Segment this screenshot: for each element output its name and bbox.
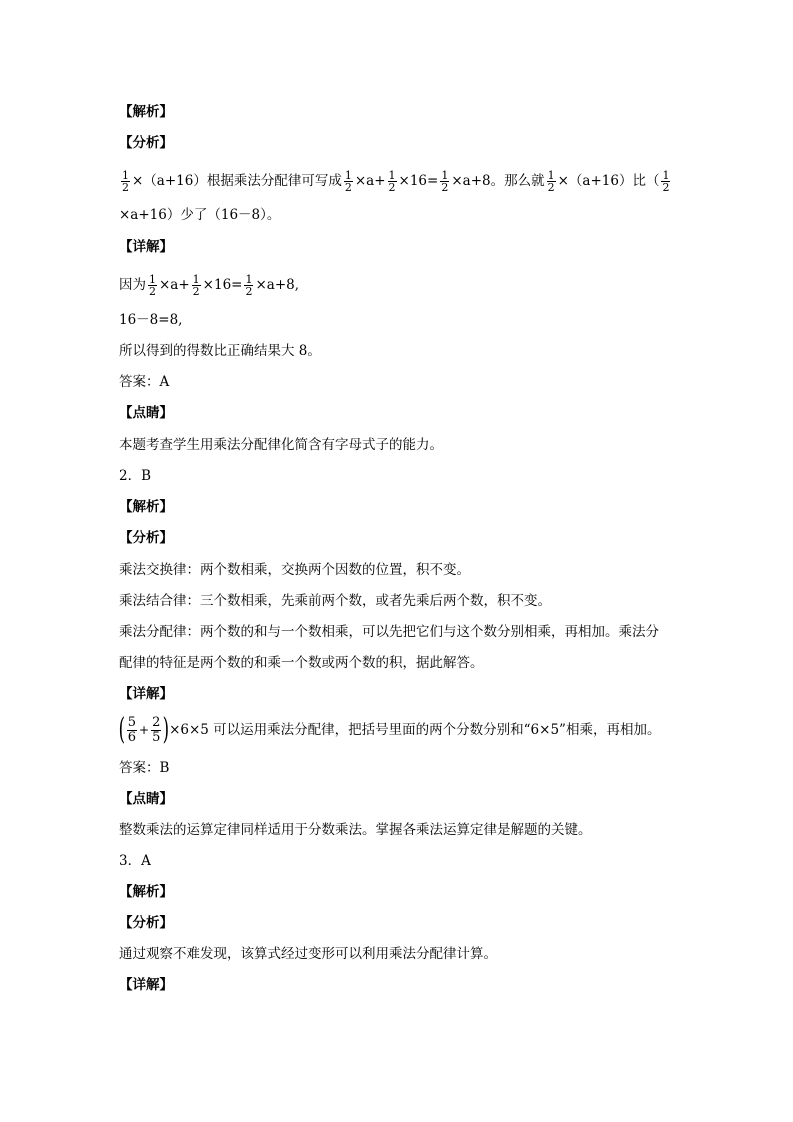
fenxi-line-2: 乘法结合律：三个数相乘，先乘前两个数，或者先乘后两个数，积不变。 <box>119 593 551 609</box>
parenthesized-sum <box>118 712 170 747</box>
fenxi-text: ×16= <box>398 173 439 189</box>
fraction-half: $\frac{1}{2}$ <box>192 272 200 298</box>
fenxi-line-1 <box>119 166 753 196</box>
xiangjie-text: ×a+8, <box>255 277 300 293</box>
heading-dianjing: 【点睛】 <box>119 405 173 421</box>
xiangjie-text: ×6×5 可以运用乘法分配律，把括号里面的两个分数分别和“6×5”相乘，再相加。 <box>169 722 661 738</box>
fenxi-text: ×a+8。那么就 <box>451 173 545 189</box>
problem-2-number: 2．B <box>119 468 152 484</box>
problem-3-number: 3．A <box>119 853 151 869</box>
heading-fenxi: 【分析】 <box>119 135 173 151</box>
fenxi-line-3: 乘法分配律：两个数的和与一个数相乘，可以先把它们与这个数分别相乘，再相加。乘法分 <box>119 624 659 640</box>
fenxi-line-1: 通过观察不难发现，该算式经过变形可以利用乘法分配律计算。 <box>119 946 497 962</box>
heading-xiangjie: 【详解】 <box>119 977 173 993</box>
xiangjie-line-3: 所以得到的得数比正确结果大 8。 <box>119 343 321 359</box>
plus-sign: + <box>139 723 150 737</box>
fenxi-line-4: 配律的特征是两个数的和乘一个数或两个数的积，据此解答。 <box>119 655 484 671</box>
xiangjie-text: ×16= <box>202 277 243 293</box>
dianjing-text-1: 本题考查学生用乘法分配律化简含有字母式子的能力。 <box>119 437 443 453</box>
left-paren: ( <box>118 712 126 747</box>
right-paren: ) <box>162 712 170 747</box>
heading-fenxi: 【分析】 <box>119 915 173 931</box>
xiangjie-line-1 <box>119 270 753 300</box>
answer-1: 答案：A <box>119 374 170 390</box>
fenxi-text: ×（a+16）根据乘法分配律可写成 <box>132 173 342 189</box>
heading-xiangjie: 【详解】 <box>119 239 173 255</box>
fraction-half: $\frac{1}{2}$ <box>388 168 396 194</box>
heading-dianjing: 【点睛】 <box>119 791 173 807</box>
xiangjie-text: 因为 <box>119 277 146 293</box>
fraction-half: $\frac{1}{2}$ <box>662 168 670 194</box>
dianjing-text-2: 整数乘法的运算定律同样适用于分数乘法。掌握各乘法运算定律是解题的关键。 <box>119 822 592 838</box>
heading-jiexi: 【解析】 <box>119 884 173 900</box>
fenxi-text: ×（a+16）比（ <box>557 173 660 189</box>
fraction-half: $\frac{1}{2}$ <box>149 272 156 298</box>
xiangjie-line-2: 16－8=8, <box>119 312 183 328</box>
xiangjie-text: ×a+ <box>159 277 190 293</box>
fraction-two-fifths: $\frac{2}{5}$ <box>152 714 161 745</box>
fenxi-text: ×a+ <box>354 173 386 189</box>
fenxi-line-1: 乘法交换律：两个数相乘，交换两个因数的位置，积不变。 <box>119 562 470 578</box>
fraction-half: $\frac{1}{2}$ <box>245 272 253 298</box>
heading-xiangjie: 【详解】 <box>119 686 173 702</box>
fenxi-line-2: ×a+16）少了（16－8）。 <box>119 207 281 223</box>
fraction-five-sixths: $\frac{5}{6}$ <box>127 714 136 745</box>
fraction-half: $\frac{1}{2}$ <box>344 168 352 194</box>
fraction-half: $\frac{1}{2}$ <box>441 168 449 194</box>
xiangjie-expression <box>119 710 753 750</box>
heading-jiexi: 【解析】 <box>119 104 173 120</box>
heading-jiexi: 【解析】 <box>119 499 173 515</box>
fraction-half: $\frac{1}{2}$ <box>547 168 555 194</box>
answer-2: 答案：B <box>119 760 170 776</box>
fraction-half: $\frac{1}{2}$ <box>122 168 129 194</box>
heading-fenxi: 【分析】 <box>119 530 173 546</box>
